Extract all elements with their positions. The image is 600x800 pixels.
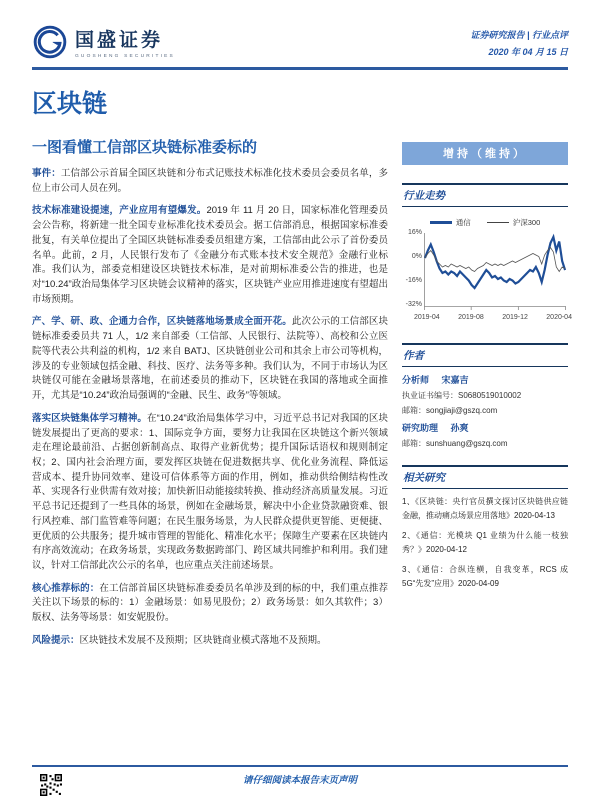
paragraph-lead: 产、学、研、政、企通力合作，区块链落地场景成全面开花。 (32, 316, 292, 328)
paragraph-text: 工信部公示首届全国区块链和分布式记账技术标准化技术委员会委员名单，多位上市公司人员在列。 (32, 168, 388, 194)
industry-chart-svg (424, 231, 566, 311)
footer-disclaimer: 请仔细阅读本报告末页声明 (242, 776, 357, 786)
analyst-email: 邮箱：songjiaji@gszq.com (402, 406, 498, 415)
related-item: 3、《通信：合纵连横，自我变革，RCS 成 5G“先发”应用》2020-04-09 (402, 565, 568, 588)
analyst-line (402, 373, 568, 386)
page-title: 区块链 (32, 91, 108, 118)
paragraph-text: 此次公示的工信部区块链标准委委员共 71 人，1/2 来自部委（工信部、人民银行、法院等）、高校和公立医院等代表公共利益的机构，1/2 来自 BATJ、区块链创业公司和其余上市公司等机构，涉及的专业领域包括金融、科技、医疗、法务等多种。我们认为，不同于市场认为区块链仅可能在金融场景落地，在前述委员的推动下，区块链在我国的落地或全面推开，尤其是“10.24”政治局强调的“金融、民生、政务”等领域。 (32, 316, 388, 402)
header-divider (32, 67, 568, 70)
legend-swatch-gray (487, 222, 509, 223)
paragraph-lead: 事件： (32, 168, 61, 179)
rating-badge: 增持（维持） (402, 142, 568, 165)
paragraph-cooperation (32, 315, 388, 403)
paragraph-study-spirit (32, 412, 388, 574)
assistant-role: 研究助理 (402, 423, 439, 433)
x-tick: 2019-04 (414, 314, 440, 321)
report-type-label: 证券研究报告 | 行业点评 (470, 30, 568, 40)
paragraph-lead: 落实区块链集体学习精神。 (32, 412, 148, 424)
y-tick: 0% (411, 253, 422, 260)
legend-label: 通信 (455, 217, 471, 227)
x-axis-labels (414, 314, 572, 321)
related-item: 2、《通信：光模块 Q1 业绩为什么能一枝独秀？》2020-04-12 (402, 531, 568, 554)
paragraph-lead: 技术标准建设提速，产业应用有望爆发。 (32, 205, 207, 217)
paragraph-recommendations (32, 582, 388, 626)
chart-legend (402, 215, 568, 229)
legend-item-tongxin (430, 217, 471, 228)
related-research-heading: 相关研究 (402, 465, 568, 489)
x-tick: 2019-12 (502, 314, 528, 321)
y-tick: -32% (405, 301, 422, 308)
article-subtitle: 一图看懂工信部区块链标准委标的 (32, 140, 258, 156)
header-meta (470, 28, 568, 58)
chart-series-通信 (425, 237, 565, 288)
brand-logo (32, 24, 175, 60)
sidebar (402, 120, 572, 657)
paragraph-text: 区块链技术发展不及预期；区块链商业模式落地不及预期。 (79, 634, 327, 646)
footer (32, 765, 568, 786)
paragraph-text: 在“10.24”政治局集体学习中，习近平总书记对我国的区块链发展提出了更高的要求：1、国际竞争方面，要努力让我国在区块链这个新兴领域走在理论最前沿、占据创新制高点、取得产业新优势；提升国际话语权和规则制定权；2、国内社会治理方面，要发挥区块链在促进数据共享、优化业务流程、降低运营成本、提升协同效率、建设可信体系等方面的作用，例如，推动供给侧结构性改革、实现各行业供需有效对接；加快新旧动能接续转换、推动经济高质量发展。习近平总书记还提到了一些具体的场景，例如在金融场景，解决中小企业贷款融资难、银行风控难、部门监管难等问题；在民生服务场景，为人民群众提供更智能、更便捷、更优质的公共服务；提升城市管理的智能化、精准化水平；保障生产要素在区块链内有序高效流动；在政务场景，实现政务数据跨部门、跨区域共同维护和利用。我们建议，针对工信部此次公示的名单，也应重点关注前述场景。 (32, 412, 388, 571)
paragraph-event (32, 167, 388, 196)
industry-trend-heading: 行业走势 (402, 183, 568, 207)
article-column (32, 120, 388, 657)
assistant-name: 孙爽 (450, 423, 469, 433)
guosheng-logo-icon (32, 24, 68, 60)
y-tick: 16% (407, 229, 422, 236)
qr-code (40, 774, 62, 796)
author-heading: 作者 (402, 343, 568, 367)
legend-label: 沪深300 (512, 217, 541, 227)
paragraph-lead: 核心推荐标的： (32, 582, 100, 594)
legend-swatch-blue (430, 221, 452, 224)
analyst-name: 宋嘉吉 (441, 375, 469, 385)
paragraph-risk (32, 634, 388, 649)
brand-name-en: GUOSHENG SECURITIES (75, 54, 175, 59)
brand-name-cn: 国盛证券 (75, 30, 164, 51)
related-research-list (402, 495, 568, 591)
y-tick: -16% (405, 277, 422, 284)
author-block (402, 373, 568, 449)
paragraph-text: 2019 年 11 月 20 日，国家标准化管理委员会公告称，将新建一批全国专业标准化技术委员会。据工信部消息，根据国家标准委批复，有关单位提出了全国区块链标准委委员组建方案，工信部由此公示了首份委员名单。此前，2 月，人民银行发布了《金融分布式账本技术安全规范》金融行业标准。我们认为，部委竞相建设区块链技术标准，是对前期标准委公告的推进，也是对“10.24”政治局集体学习区块链会议精神的落实，区块链产业应用推进速度有望超出市场预期。 (32, 205, 388, 305)
main-content (0, 120, 600, 657)
paragraph-standards (32, 204, 388, 307)
paragraph-text: 在工信部首届区块链标准委委员名单涉及到的标的中，我们重点推荐关注以下场景的标的：1）金融场景：如易见股份；2）政务场景：如久其软件；3）版权、法务等场景：如安妮股份。 (32, 582, 388, 624)
paragraph-lead: 风险提示： (32, 634, 80, 646)
industry-trend-chart (402, 215, 572, 327)
analyst-cert: 执业证书编号：S0680519010002 (402, 391, 522, 400)
x-tick: 2020-04 (546, 314, 572, 321)
report-date: 2020 年 04 月 15 日 (488, 47, 568, 57)
assistant-line (402, 421, 568, 434)
brand-text (75, 25, 175, 59)
analyst-role: 分析师 (402, 375, 430, 385)
x-tick: 2019-08 (458, 314, 484, 321)
assistant-email: 邮箱：sunshuang@gszq.com (402, 439, 508, 448)
legend-item-hs300 (487, 217, 541, 228)
header (0, 0, 600, 60)
related-item: 1、《区块链：央行官员撰文探讨区块链供应链金融，推动痛点场景应用落地》2020-04-13 (402, 497, 568, 520)
